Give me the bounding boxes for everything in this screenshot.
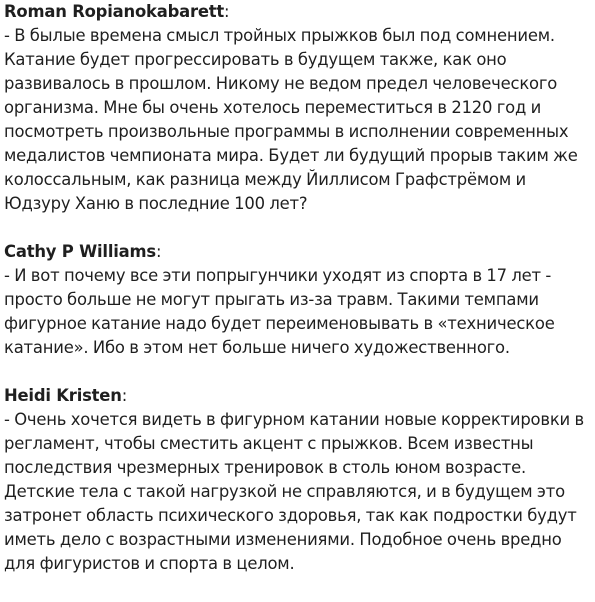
comment-cathy-p-williams	[4, 240, 589, 360]
author-separator: :	[224, 2, 230, 21]
comment-author-name: Heidi Kristen	[4, 386, 122, 405]
comment-text: - И вот почему все эти попрыгунчики уходят из спорта в 17 лет - просто больше не могут прыгать из-за травм. Такими темпами фигурное катание надо будет переименовывать в «техническое катание». Ибо в этом нет больше ничего художественного.	[4, 266, 555, 357]
comment-roman-ropianokabarett	[4, 0, 589, 216]
comment-author-line	[4, 384, 589, 408]
comment-author-line	[4, 0, 589, 24]
author-separator: :	[121, 386, 128, 405]
author-separator: :	[155, 242, 162, 261]
comment-author-name: Cathy P Williams	[4, 242, 156, 261]
comment-author-line	[4, 240, 589, 264]
comment-text: - Очень хочется видеть в фигурном катании новые корректировки в регламент, чтобы сместить акцент с прыжков. Всем известны последствия чрезмерных тренировок в столь юном возрасте. Детские тела с такой нагрузкой не справляются, и в будущем это затронет область психического здоровья, так как подростки будут иметь дело с возрастными изменениями. Подобное очень вредно для фигуристов и спорта в целом.	[4, 410, 584, 573]
comment-heidi-kristen	[4, 384, 589, 576]
comment-author-name: Roman Ropianokabarett	[4, 2, 225, 21]
comment-text: - В былые времена смысл тройных прыжков был под сомнением. Катание будет прогрессировать в будущем также, как оно развивалось в прошлом. Никому не ведом предел человеческого организма. Мне бы очень хотелось переместиться в 2120 год и посмотреть произвольные программы в исполнении современных медалистов чемпионата мира. Будет ли будущий прорыв таким же колоссальным, как разница между Йиллисом Графстрёмом и Юдзуру Ханю в последние 100 лет?	[4, 26, 578, 213]
